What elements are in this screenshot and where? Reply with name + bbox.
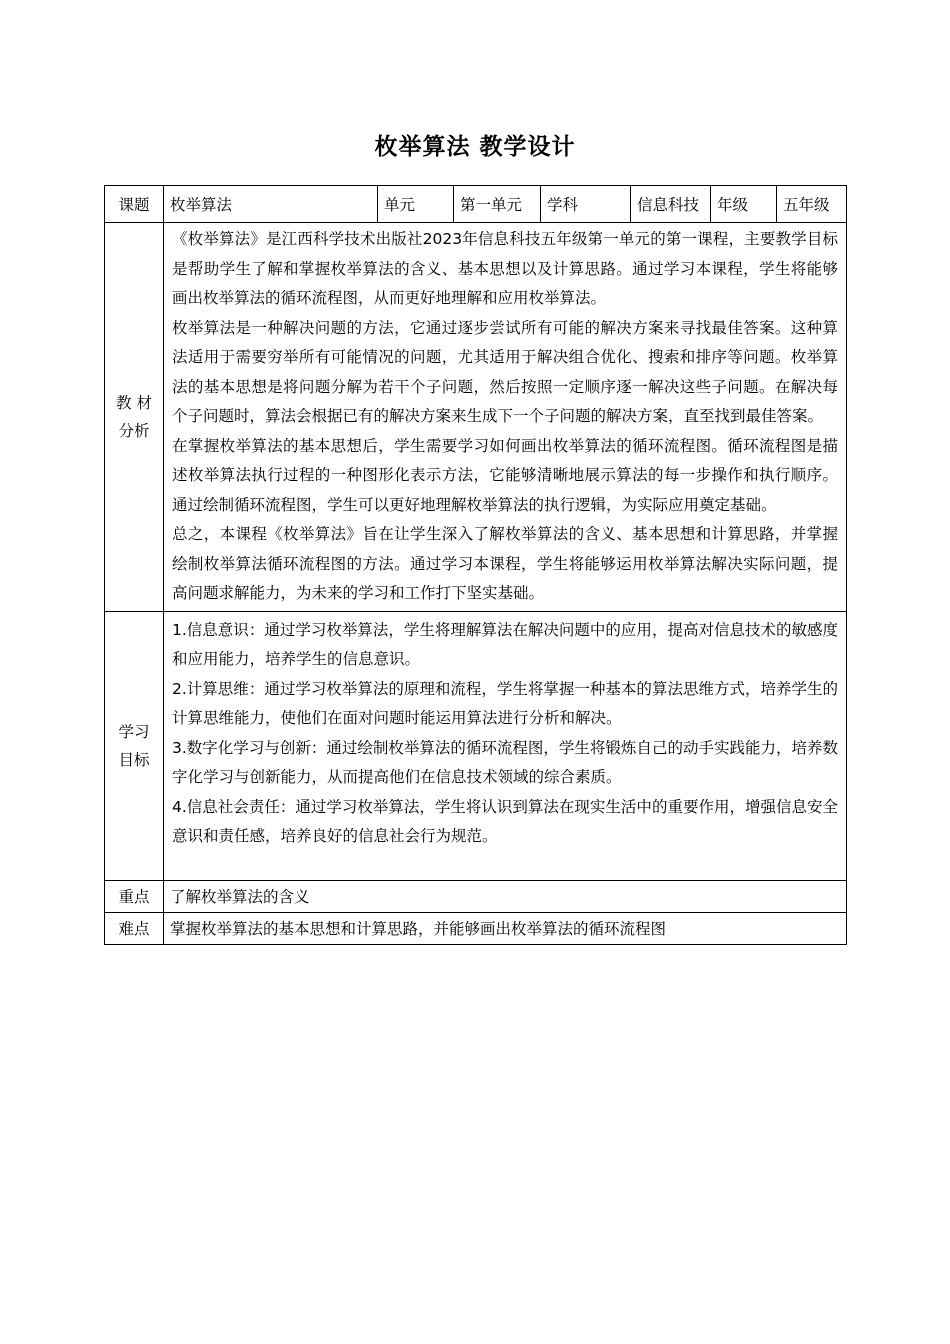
analysis-label: 教 材 分析: [105, 223, 164, 612]
difficulty-value: 掌握枚举算法的基本思想和计算思路，并能够画出枚举算法的循环流程图: [164, 912, 847, 944]
objective-item: 2.计算思维：通过学习枚举算法的原理和流程，学生将掌握一种基本的算法思维方式，培养学生的计算思维能力，使他们在面对问题时能运用算法进行分析和解决。: [172, 679, 838, 727]
topic-label: 课题: [105, 186, 164, 223]
subject-label: 学科: [541, 186, 631, 223]
key-point-label: 重点: [105, 880, 164, 912]
unit-value: 第一单元: [454, 186, 541, 223]
objective-item: 3.数字化学习与创新：通过绘制枚举算法的循环流程图，学生将锻炼自己的动手实践能力，培养数字化学习与创新能力，从而提高他们在信息技术领域的综合素质。: [172, 738, 838, 786]
objectives-row: [105, 611, 847, 880]
grade-value: 五年级: [777, 186, 847, 223]
grade-label: 年级: [711, 186, 777, 223]
lesson-plan-table: [104, 185, 847, 945]
topic-value: 枚举算法: [164, 186, 378, 223]
objectives-body: [164, 611, 847, 880]
objectives-label: 学习 目标: [105, 611, 164, 880]
difficulty-row: [105, 912, 847, 944]
analysis-row: [105, 223, 847, 612]
analysis-paragraph: 总之，本课程《枚举算法》旨在让学生深入了解枚举算法的含义、基本思想和计算思路，并掌握绘制枚举算法循环流程图的方法。通过学习本课程，学生将能够运用枚举算法解决实际问题，提高问题求解能力，为未来的学习和工作打下坚实基础。: [172, 525, 838, 602]
analysis-paragraph: 《枚举算法》是江西科学技术出版社2023年信息科技五年级第一单元的第一课程，主要教学目标是帮助学生了解和掌握枚举算法的含义、基本思想以及计算思路。通过学习本课程，学生将能够画出枚举算法的循环流程图，从而更好地理解和应用枚举算法。: [172, 230, 838, 307]
key-point-row: [105, 880, 847, 912]
analysis-paragraph: 在掌握枚举算法的基本思想后，学生需要学习如何画出枚举算法的循环流程图。循环流程图是描述枚举算法执行过程的一种图形化表示方法，它能够清晰地展示算法的每一步操作和执行顺序。通过绘制循环流程图，学生可以更好地理解枚举算法的执行逻辑，为实际应用奠定基础。: [172, 436, 838, 514]
document-title: 枚举算法 教学设计: [374, 134, 576, 160]
objective-item: 4.信息社会责任：通过学习枚举算法，学生将认识到算法在现实生活中的重要作用，增强信息安全意识和责任感，培养良好的信息社会行为规范。: [172, 797, 838, 845]
analysis-paragraph: 枚举算法是一种解决问题的方法，它通过逐步尝试所有可能的解决方案来寻找最佳答案。这种算法适用于需要穷举所有可能情况的问题，尤其适用于解决组合优化、搜索和排序等问题。枚举算法的基本思想是将问题分解为若干个子问题，然后按照一定顺序逐一解决这些子问题。在解决每个子问题时，算法会根据已有的解决方案来生成下一个子问题的解决方案，直至找到最佳答案。: [172, 318, 838, 425]
unit-label: 单元: [378, 186, 454, 223]
difficulty-label: 难点: [105, 912, 164, 944]
key-point-value: 了解枚举算法的含义: [164, 880, 847, 912]
header-row: [105, 186, 847, 223]
objective-item: 1.信息意识：通过学习枚举算法，学生将理解算法在解决问题中的应用，提高对信息技术的敏感度和应用能力，培养学生的信息意识。: [172, 620, 838, 668]
analysis-body: [164, 223, 847, 612]
subject-value: 信息科技: [631, 186, 711, 223]
